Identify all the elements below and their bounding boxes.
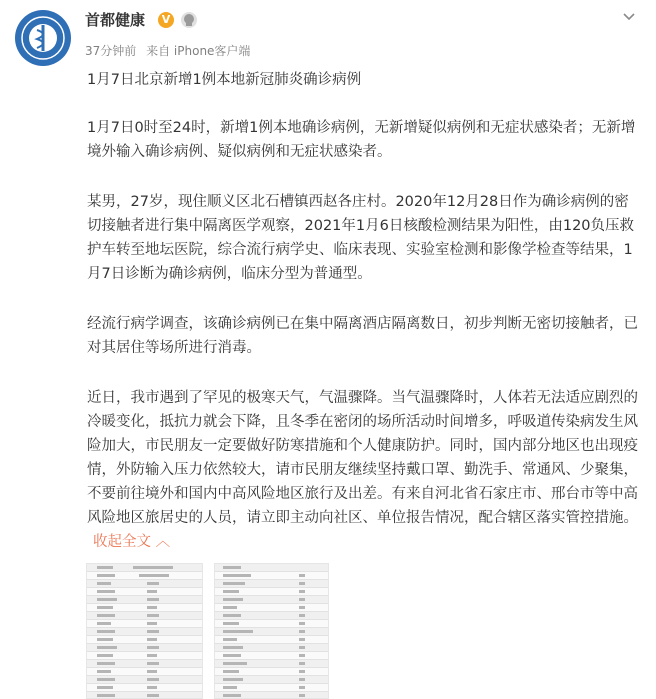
post-paragraph: 某男，27岁，现住顺义区北石槽镇西赵各庄村。2020年12月28日作为确诊病例的密切接触者进行集中隔离医学观察，2021年1月6日核酸检测结果为阳性，由120负压救护车转至地坛医院，综合流行病学史、临床表现、实验室检测和影像学检查等结果，1月7日诊断为确诊病例，临床分型为普通型。 (87, 194, 635, 282)
image-thumbnail[interactable] (86, 563, 203, 699)
post-headline: 1月7日北京新增1例本地新冠肺炎确诊病例 (87, 72, 362, 88)
image-thumbnail[interactable] (214, 563, 329, 699)
post-paragraph-text: 近日，我市遇到了罕见的极寒天气，气温骤降。当气温骤降时，人体若无法适应剧烈的冷暖变化，抵抗力就会下降，且冬季在密闭的场所活动时间增多，呼吸道传染病发生风险加大，市民朋友一定要做好防寒措施和个人健康防护。同时，国内部分地区也出现疫情，外防输入压力依然较大，请市民朋友继续坚持戴口罩、勤洗手、常通风、少聚集，不要前往境外和国内中高风险地区旅行及出差。有来自河北省石家庄市、邢台市等中高风险地区旅居史的人员，请立即主动向社区、单位报告情况，配合辖区落实管控措施。 (87, 390, 638, 526)
collapse-button[interactable]: 收起全文 ︿ (93, 534, 171, 550)
post-paragraph: 1月7日0时至24时，新增1例本地确诊病例，无新增疑似病例和无症状感染者；无新增境外输入确诊病例、疑似病例和无症状感染者。 (87, 120, 636, 160)
avatar[interactable] (15, 10, 71, 66)
post-body (87, 68, 639, 580)
post-meta (85, 43, 250, 59)
post-paragraph-last (87, 386, 639, 554)
member-badge-icon (180, 11, 198, 29)
chevron-down-icon[interactable] (621, 8, 637, 24)
verified-badge-icon: V (158, 12, 174, 28)
image-thumbnails (86, 563, 646, 697)
post-source: 来自 iPhone客户端 (146, 44, 251, 58)
post-paragraph: 经流行病学调查，该确诊病例已在集中隔离酒店隔离数日，初步判断无密切接触者，已对其居住等场所进行消毒。 (87, 316, 638, 356)
username[interactable]: 首都健康 (85, 11, 146, 29)
post-time[interactable]: 37分钟前 (85, 44, 137, 58)
